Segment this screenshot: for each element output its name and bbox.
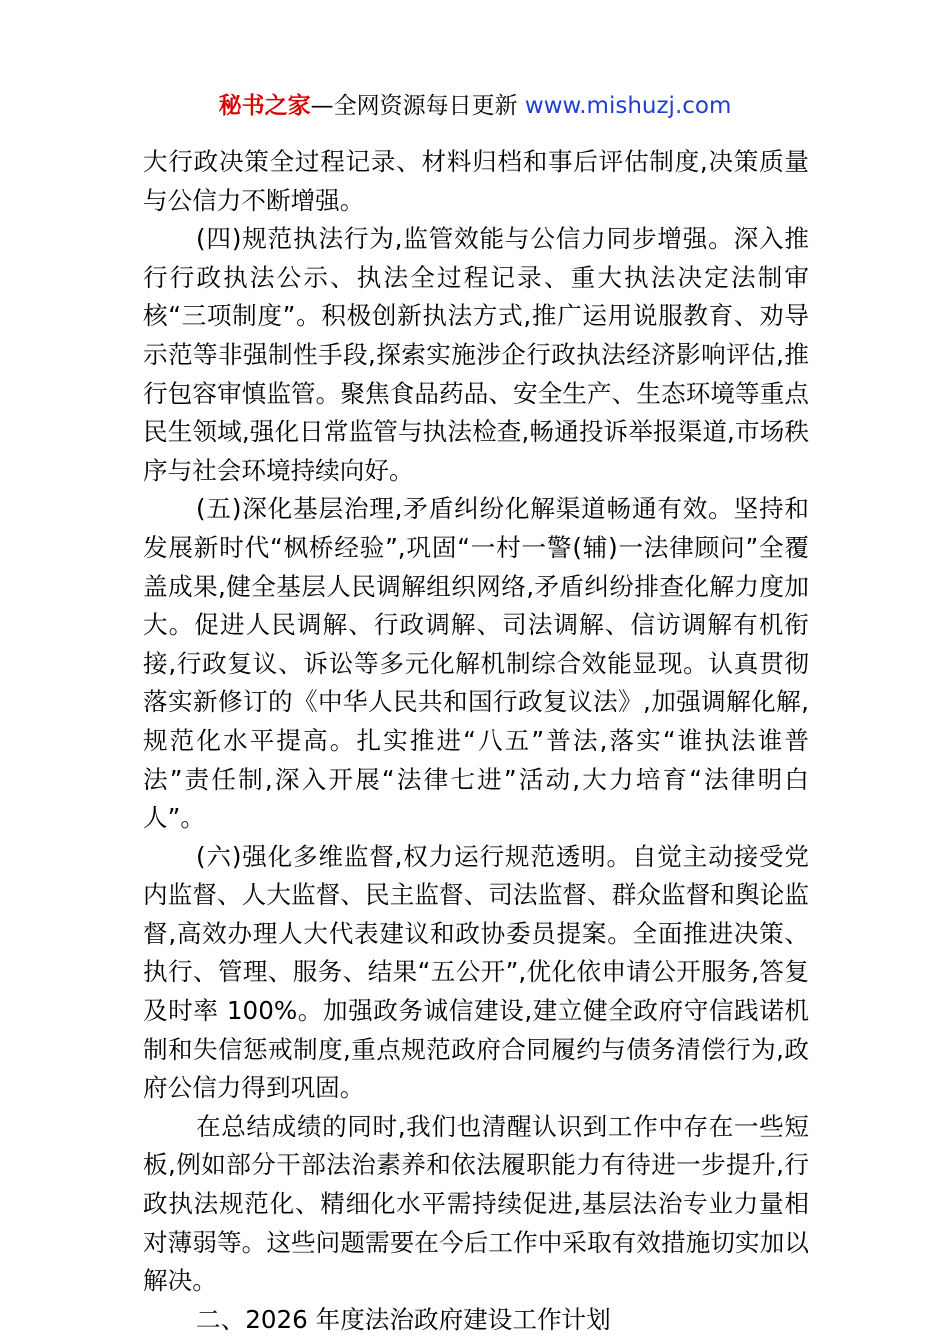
brand-name: 秘书之家 [218, 93, 311, 119]
paragraph-summary: 在总结成绩的同时,我们也清醒认识到工作中存在一些短板,例如部分干部法治素养和依法履职能力有待进一步提升,行政执法规范化、精细化水平需持续促进,基层法治专业力量相对薄弱等。这些问题需要在今后工作中采取有效措施切实加以解决。 [143, 1111, 809, 1296]
paragraph-continued: 大行政决策全过程记录、材料归档和事后评估制度,决策质量与公信力不断增强。 [143, 147, 809, 215]
header-tagline: —全网资源每日更新 [310, 93, 525, 119]
section-heading-2026-plan: 二、2026 年度法治政府建设工作计划 [196, 1304, 611, 1334]
document-body [143, 143, 809, 1339]
paragraph-section-5: (五)深化基层治理,矛盾纠纷化解渠道畅通有效。坚持和发展新时代“枫桥经验”,巩固“一村一警(辅)一法律顾问”全覆盖成果,健全基层人民调解组织网络,矛盾纠纷排查化解力度加大。促进人民调解、行政调解、司法调解、信访调解有机衔接,行政复议、诉讼等多元化解机制综合效能显现。认真贯彻落实新修订的《中华人民共和国行政复议法》,加强调解化解,规范化水平提高。扎实推进“八五”普法,落实“谁执法谁普法”责任制,深入开展“法律七进”活动,大力培育“法律明白人”。 [143, 494, 809, 833]
page-header [0, 90, 950, 122]
paragraph-section-4: (四)规范执法行为,监管效能与公信力同步增强。深入推行行政执法公示、执法全过程记录、重大执法决定法制审核“三项制度”。积极创新执法方式,推广运用说服教育、劝导示范等非强制性手段,探索实施涉企行政执法经济影响评估,推行包容审慎监管。聚焦食品药品、安全生产、生态环境等重点民生领域,强化日常监管与执法检查,畅通投诉举报渠道,市场秩序与社会环境持续向好。 [143, 224, 809, 485]
paragraph-section-6: (六)强化多维监督,权力运行规范透明。自觉主动接受党内监督、人大监督、民主监督、司法监督、群众监督和舆论监督,高效办理人大代表建议和政协委员提案。全面推进决策、执行、管理、服务、结果“五公开”,优化依申请公开服务,答复及时率 100%。加强政务诚信建设,建立健全政府守信践诺机制和失信惩戒制度,重点规范政府合同履约与债务清偿行为,政府公信力得到巩固。 [143, 841, 809, 1103]
site-url-link[interactable]: www.mishuzj.com [524, 93, 732, 119]
